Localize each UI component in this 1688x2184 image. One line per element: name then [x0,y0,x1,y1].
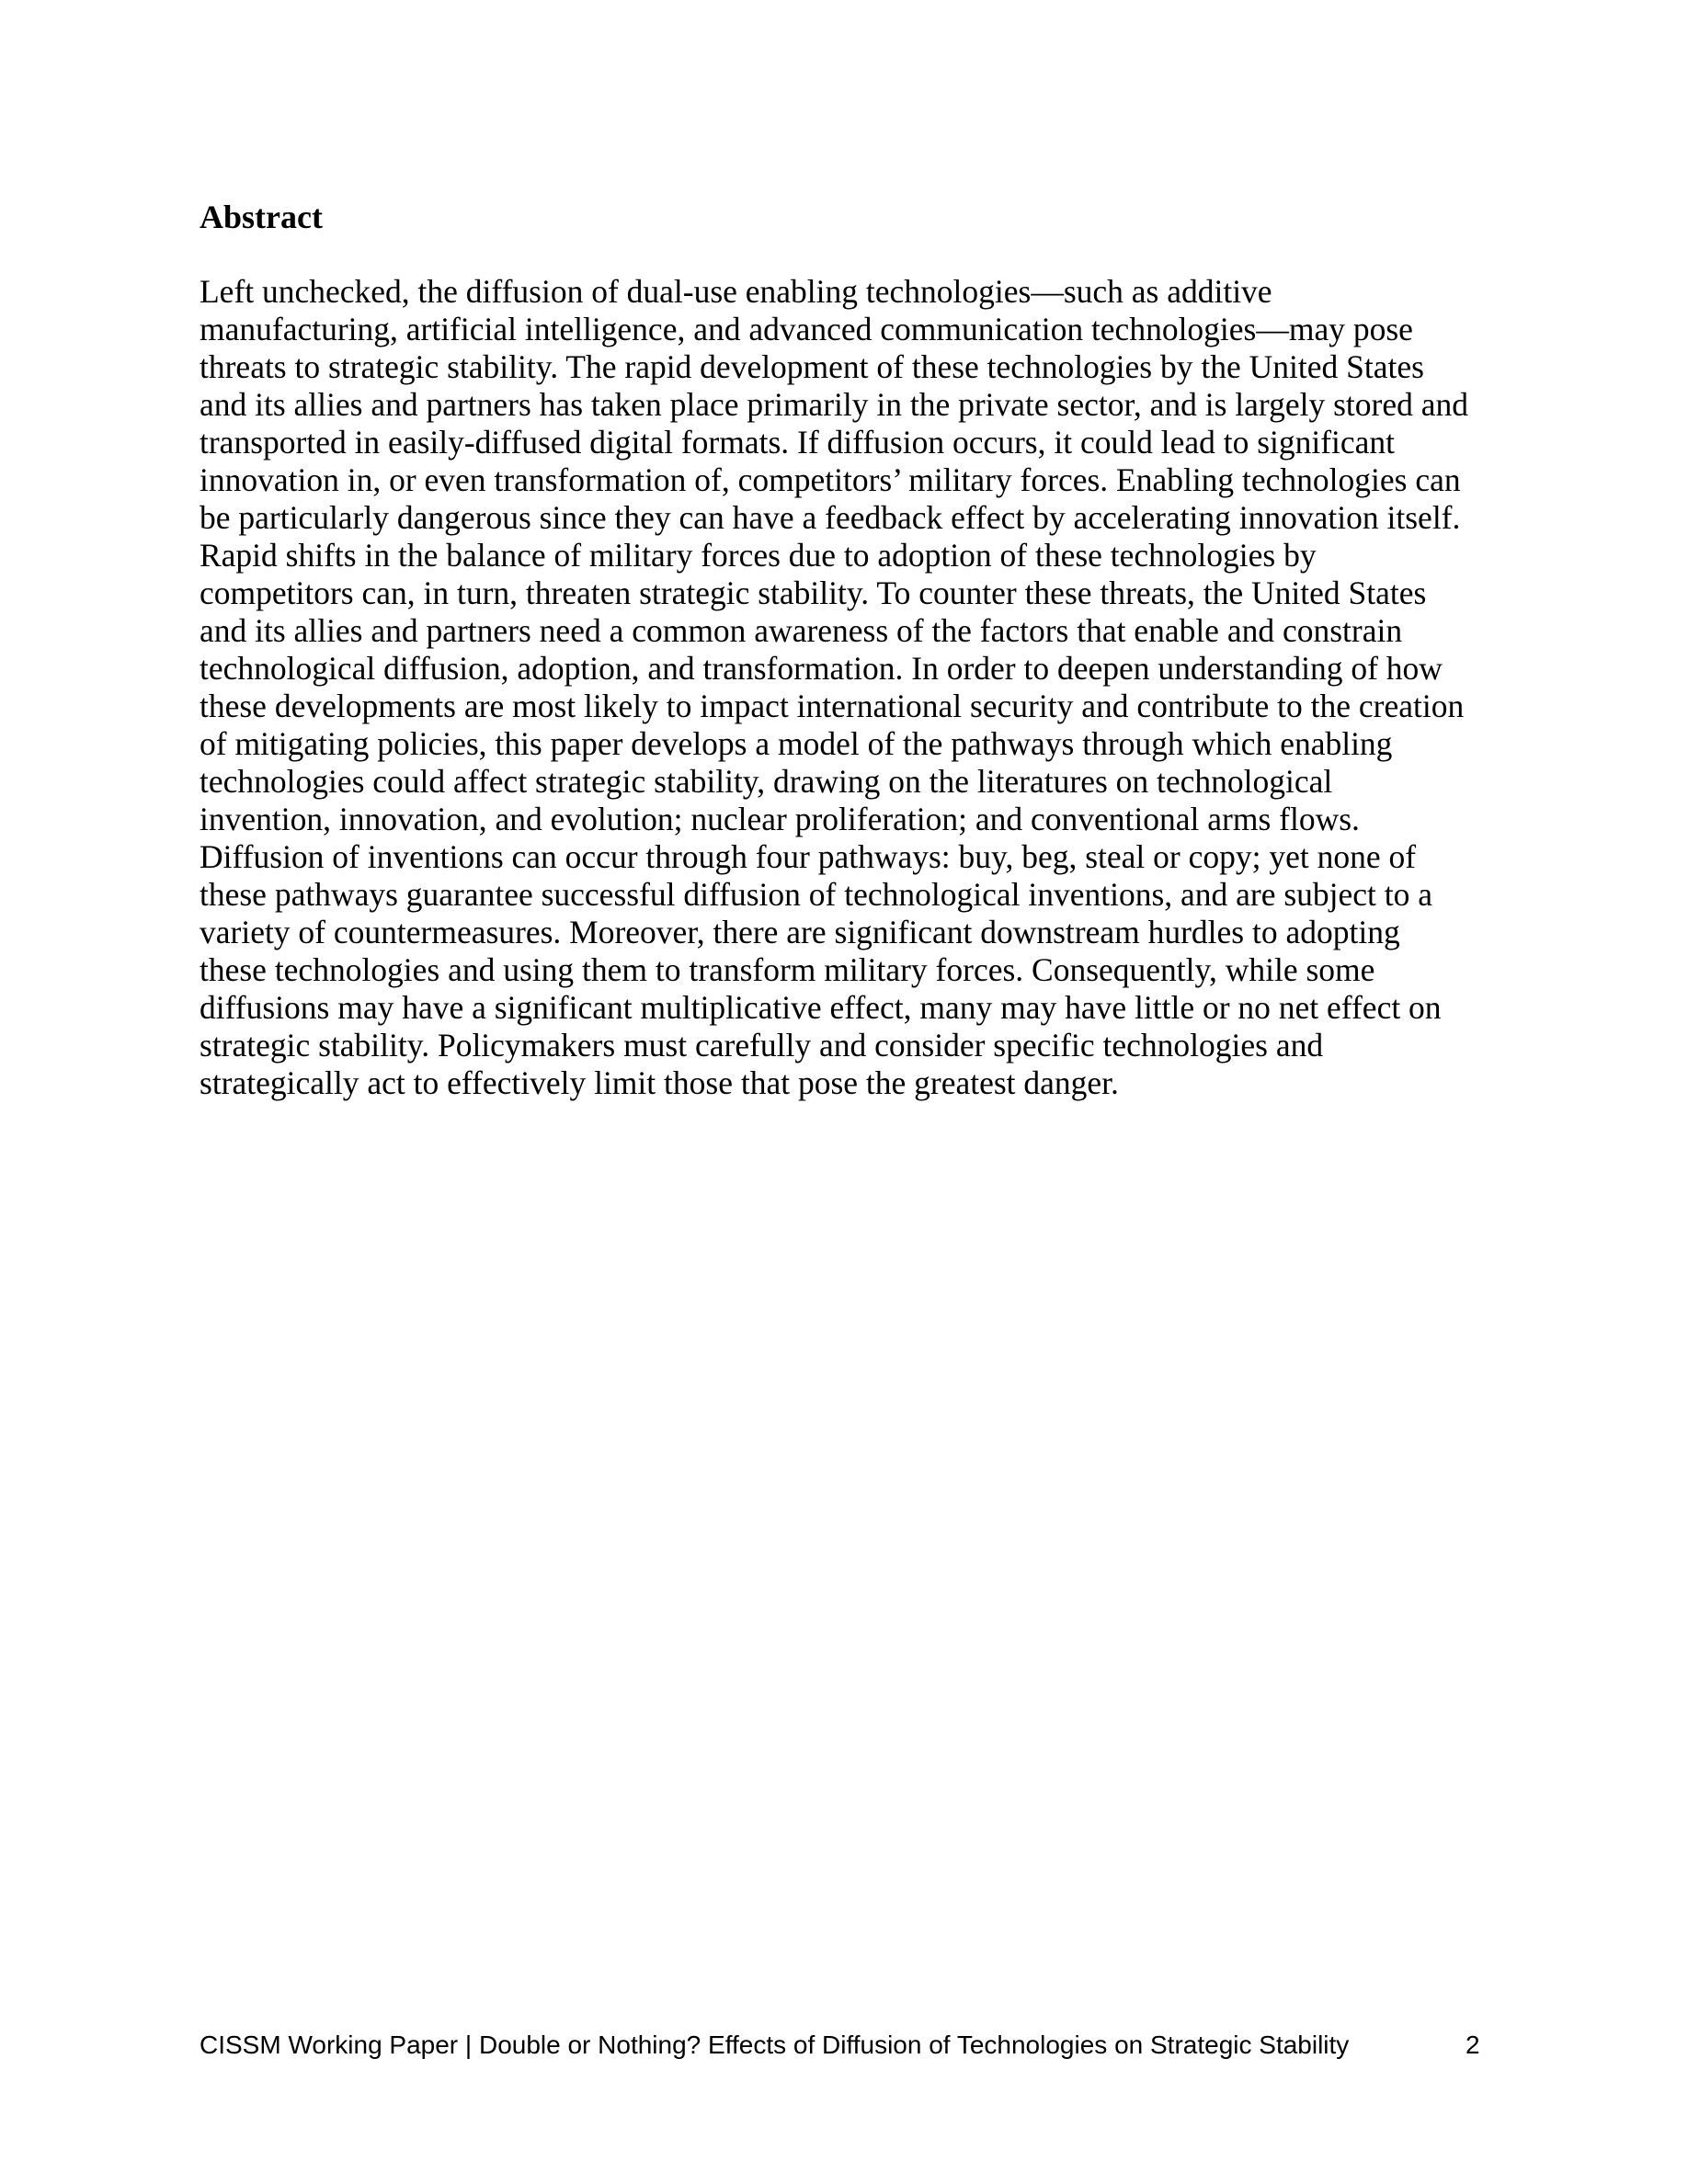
abstract-line: these technologies and using them to transform military forces. Consequently, while some [200,951,1375,988]
abstract-line: transported in easily-diffused digital formats. If diffusion occurs, it could lead to significant [200,424,1396,461]
abstract-line: technologies could affect strategic stability, drawing on the literatures on technological [200,763,1333,800]
abstract-heading: Abstract [200,199,323,235]
abstract-line: threats to strategic stability. The rapid development of these technologies by the United States [200,348,1424,385]
abstract-line: Rapid shifts in the balance of military forces due to adoption of these technologies by [200,537,1317,574]
page-number: 2 [1466,2030,1480,2059]
abstract-line: strategically act to effectively limit those that pose the greatest danger. [200,1064,1119,1101]
abstract-line: be particularly dangerous since they can have a feedback effect by accelerating innovation itself. [200,499,1461,536]
abstract-line: these developments are most likely to impact international security and contribute to the creation [200,688,1465,724]
abstract-line: Diffusion of inventions can occur through four pathways: buy, beg, steal or copy; yet none of [200,838,1417,875]
running-footer: CISSM Working Paper | Double or Nothing? Effects of Diffusion of Technologies on Strategic Stability [200,2030,1350,2059]
abstract-line: diffusions may have a significant multiplicative effect, many may have little or no net effect on [200,989,1442,1026]
abstract-paragraph [200,273,1468,1102]
abstract-line: competitors can, in turn, threaten strategic stability. To counter these threats, the United States [200,574,1427,611]
abstract-line: and its allies and partners has taken place primarily in the private sector, and is largely stored and [200,386,1468,423]
abstract-line: of mitigating policies, this paper develops a model of the pathways through which enabling [200,725,1393,762]
abstract-line: technological diffusion, adoption, and transformation. In order to deepen understanding of how [200,650,1443,687]
abstract-line: strategic stability. Policymakers must carefully and consider specific technologies and [200,1027,1324,1064]
abstract-line: manufacturing, artificial intelligence, and advanced communication technologies—may pose [200,311,1413,347]
abstract-line: invention, innovation, and evolution; nuclear proliferation; and conventional arms flows. [200,801,1360,837]
abstract-line: these pathways guarantee successful diffusion of technological inventions, and are subject to a [200,876,1433,913]
abstract-line: variety of countermeasures. Moreover, there are significant downstream hurdles to adopting [200,914,1400,950]
abstract-line: and its allies and partners need a common awareness of the factors that enable and constrain [200,612,1403,649]
abstract-line: innovation in, or even transformation of, competitors’ military forces. Enabling technologies can [200,461,1461,498]
abstract-line: Left unchecked, the diffusion of dual-use enabling technologies—such as additive [200,273,1272,310]
